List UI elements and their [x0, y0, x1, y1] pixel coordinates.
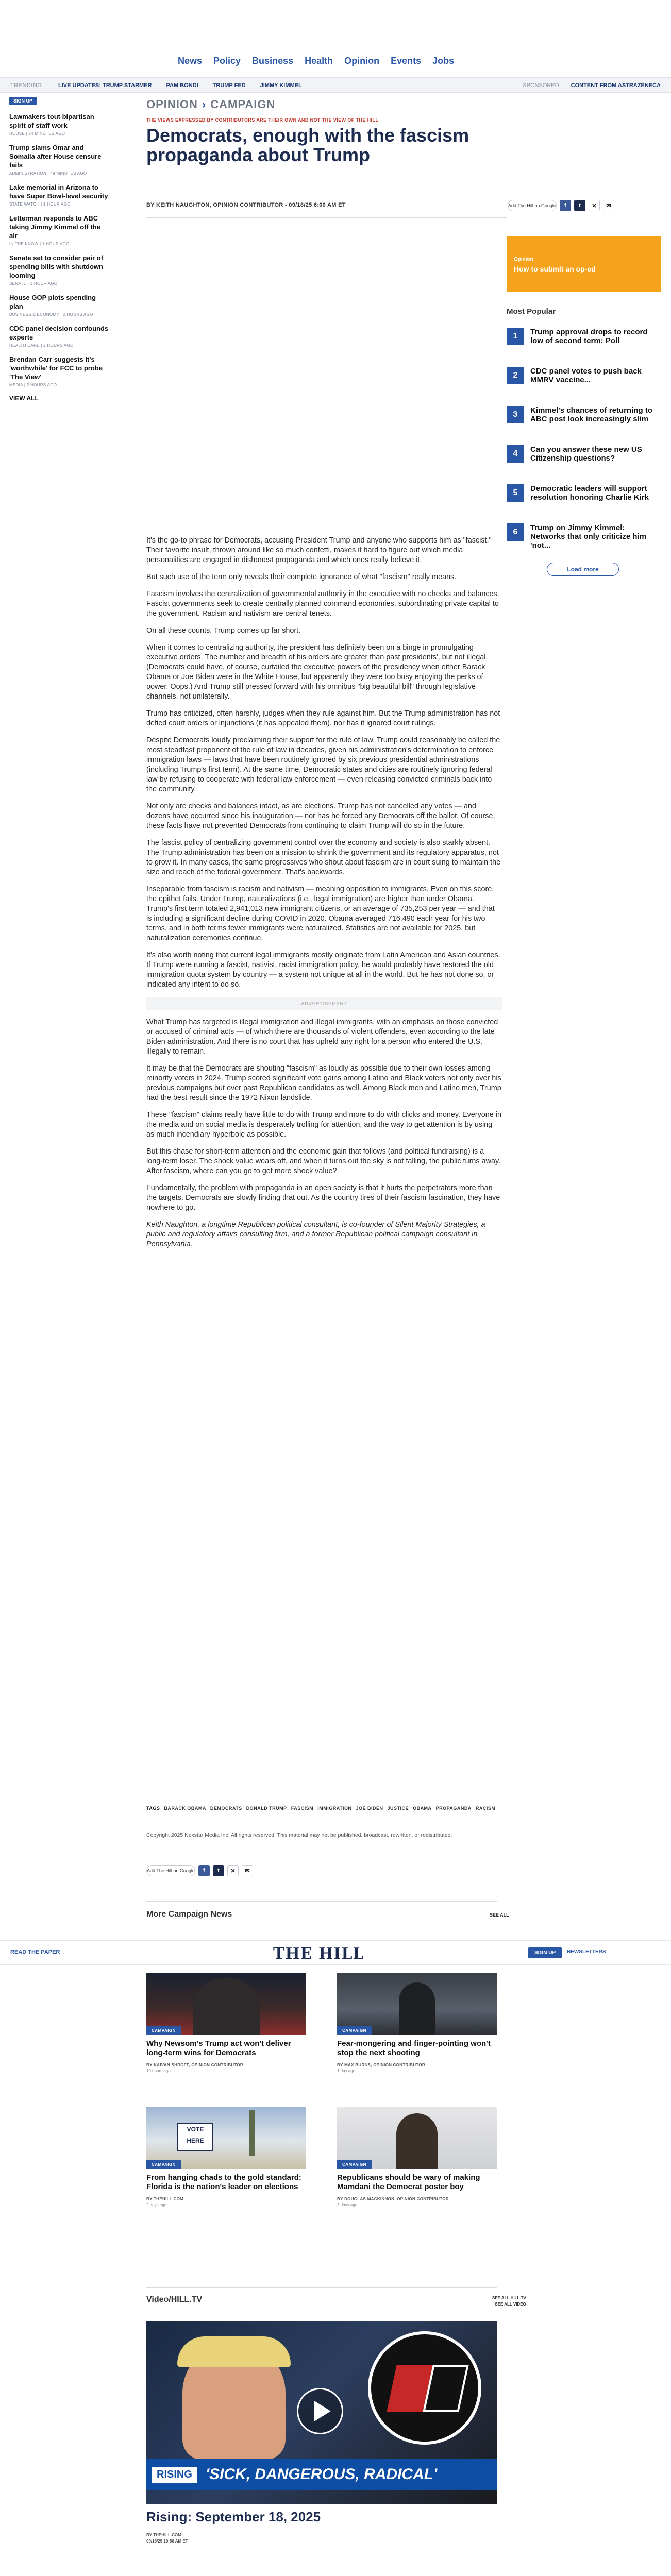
card-byline: BY DOUGLAS MACKINNON, OPINION CONTRIBUTOR	[337, 2197, 449, 2201]
card-image[interactable]	[146, 2107, 306, 2169]
opinion-submit-ad[interactable]	[507, 236, 661, 292]
copyright-notice: Copyright 2025 Nexstar Media Inc. All rights reserved. This material may not be published, broadcast, rewritten, or redistributed.	[146, 1832, 452, 1838]
tags-label: TAGS	[146, 1806, 160, 1811]
tag-link[interactable]: DONALD TRUMP	[246, 1806, 287, 1811]
list-item-title[interactable]: Letterman responds to ABC taking Jimmy Kimmel off the air	[9, 214, 100, 240]
google-follow-button[interactable]: Add The Hill on Google	[146, 1865, 195, 1876]
video-author: BY THEHILL.COM	[146, 2533, 181, 2537]
tag-link[interactable]: DEMOCRATS	[210, 1806, 242, 1811]
video-banner	[146, 2459, 497, 2490]
article-body	[146, 536, 502, 1257]
tag-link[interactable]: JOE BIDEN	[356, 1806, 383, 1811]
list-item-title[interactable]: Brendan Carr suggests it's 'worthwhile' for FCC to probe 'The View'	[9, 355, 103, 381]
news-card[interactable]	[337, 2107, 497, 2207]
paragraph: It's the go-to phrase for Democrats, accusing President Trump and anyone who supports him as "fascist." Their favorite insult, thrown around like so much confetti, makes it hard to figure out which media personalities are engaged in dishonest propaganda and which ones really believe it.	[146, 536, 492, 564]
email-icon[interactable]: ✉	[242, 1865, 253, 1876]
tag-link[interactable]: BARACK OBAMA	[164, 1806, 206, 1811]
paragraph: It may be that the Democrats are shouting "fascism" as loudly as possible due to their own losses among minority voters in 2024. Trump scored significant vote gains among Latino and Black voters not only over his previous campaigns but over past Republican candidates as well. Among Black men and Latino men, Trump had the best result since the 1972 Nixon landslide.	[146, 1064, 501, 1102]
read-paper-link[interactable]: READ THE PAPER	[10, 1949, 60, 1955]
nav-opinion[interactable]: Opinion	[344, 56, 380, 66]
rank-badge: 4	[507, 445, 524, 463]
load-more-button[interactable]: Load more	[547, 563, 619, 576]
facebook-icon[interactable]: f	[198, 1865, 210, 1876]
trending-item[interactable]: TRUMP FED	[212, 82, 246, 89]
list-item-title[interactable]: House GOP plots spending plan	[9, 294, 96, 310]
list-item-meta: IN THE KNOW | 1 HOUR AGO	[9, 242, 70, 246]
main-video-player[interactable]	[146, 2321, 497, 2504]
email-icon[interactable]: ✉	[603, 200, 614, 211]
trending-item[interactable]: PAM BONDI	[166, 82, 198, 89]
banner-quote: 'SICK, DANGEROUS, RADICAL'	[205, 2466, 438, 2483]
tags-row	[146, 1806, 495, 1811]
card-date: 2 days ago	[146, 2202, 167, 2207]
list-item[interactable]	[507, 523, 661, 553]
sponsored-label: SPONSORED:	[523, 82, 561, 89]
rank-badge: 1	[507, 328, 524, 345]
trending-item[interactable]: JIMMY KIMMEL	[260, 82, 302, 89]
share-buttons	[508, 200, 614, 211]
section-title: More Campaign News	[146, 1910, 232, 1919]
tag-link[interactable]: PROPAGANDA	[435, 1806, 472, 1811]
x-icon[interactable]: ✕	[227, 1865, 239, 1876]
list-item-title[interactable]: Can you answer these new US Citizenship questions?	[530, 445, 642, 463]
paragraph: When it comes to centralizing authority, the president has definitely been on a binge in promulgating executive orders. The number and breadth of his orders are greater than past presidents', but not illegal. (Democrats could have, of course, curtailed the executive powers of the presidency when either Barack Obama or Joe Biden were in the White House, but apparently they were too busy enjoying the perks of power. Oops.) And Trump still pressed forward with his omnibus "big beautiful bill" through legislative channels, not unilaterally.	[146, 643, 488, 701]
list-item-meta: ADMINISTRATION | 48 MINUTES AGO	[9, 171, 87, 176]
list-item-title[interactable]: Trump slams Omar and Somalia after House censure fails	[9, 144, 102, 169]
rank-badge: 5	[507, 484, 524, 502]
rank-badge: 2	[507, 367, 524, 384]
paragraph: These "fascism" claims really have little to do with Trump and more to do with clicks and money. Everyone in the media and on social media is desperately trolling for attention, and the way to get attention is by using as much incendiary hyperbole as possible.	[146, 1111, 501, 1139]
card-image[interactable]	[337, 2107, 497, 2169]
list-item-title[interactable]: Lake memorial in Arizona to have Super Bowl-level security	[9, 183, 108, 200]
list-item[interactable]	[507, 484, 661, 514]
list-item[interactable]	[507, 445, 661, 475]
newsletters-link[interactable]: NEWSLETTERS	[567, 1949, 606, 1955]
list-item-meta: STATE WATCH | 1 HOUR AGO	[9, 202, 71, 207]
list-item-meta: HEALTH CARE | 2 HOURS AGO	[9, 343, 74, 348]
list-item[interactable]	[507, 406, 661, 436]
list-item[interactable]	[9, 183, 110, 207]
paragraph: Inseparable from fascism is racism and nativism — meaning opposition to immigrants. Even on this score, the epithet fails. Under Trump, naturalizations (i.e., legal immigration) are higher than under Obama. Trump's first term totaled 2,941,013 new immigrant citizens, or an average of 735,253 per year — and that is including a significant decline during COVID in 2020. Obama averaged 716,490 each year for his two terms, and in both terms fewer immigrants were naturalized. Statistics are not available for 2025, but naturalization ceremonies continue.	[146, 885, 495, 942]
video-byline	[146, 2532, 188, 2545]
tag-link[interactable]: JUSTICE	[387, 1806, 409, 1811]
nav-jobs[interactable]: Jobs	[432, 56, 455, 66]
nav-policy[interactable]: Policy	[213, 56, 241, 66]
paragraph: But this chase for short-term attention and the economic gain that follows (and political fundraising) is a long-term loser. The shock value wears off, and when it turns out the sky is not falling, the public turns away. After fascism, where can you go to get more shock value?	[146, 1147, 501, 1175]
see-all-link[interactable]: SEE ALL	[490, 1912, 509, 1918]
list-item-meta: BUSINESS & ECONOMY | 2 HOURS AGO	[9, 312, 93, 317]
list-item[interactable]	[9, 253, 110, 286]
play-icon[interactable]	[297, 2388, 343, 2434]
card-date: 19 hours ago	[146, 2069, 171, 2073]
video-title[interactable]: Rising: September 18, 2025	[146, 2509, 321, 2524]
antifa-flag-icon	[368, 2331, 481, 2445]
card-date: 3 days ago	[337, 2202, 358, 2207]
share-buttons-bottom	[146, 1865, 253, 1876]
list-item-meta: SENATE | 1 HOUR AGO	[9, 281, 58, 286]
trending-label: TRENDING:	[10, 82, 44, 89]
category-badge: CAMPAIGN	[337, 2026, 372, 2035]
signup-button[interactable]: SIGN UP	[9, 97, 37, 105]
list-item[interactable]	[507, 367, 661, 397]
list-item-title[interactable]: Trump approval drops to record low of second term: Poll	[530, 328, 648, 345]
main-nav-links	[178, 56, 454, 66]
list-item-title[interactable]: Trump on Jimmy Kimmel: Networks that only criticize him 'not...	[530, 523, 647, 550]
byline: BY KEITH NAUGHTON, OPINION CONTRIBUTOR - 09/18/25 6:00 AM ET	[146, 202, 346, 208]
news-card[interactable]	[337, 1973, 497, 2073]
card-byline: BY MAX BURNS, OPINION CONTRIBUTOR	[337, 2063, 425, 2067]
most-popular-heading: Most Popular	[507, 307, 556, 316]
list-item[interactable]	[9, 355, 110, 387]
trending-item[interactable]: LIVE UPDATES: TRUMP STARMER	[58, 82, 152, 89]
card-image[interactable]	[146, 1973, 306, 2035]
list-item-meta: HOUSE | 24 MINUTES AGO	[9, 131, 65, 136]
section-title: Video/HILL.TV	[146, 2295, 203, 2304]
top-navigation	[0, 0, 671, 77]
ad-subtitle[interactable]: How to submit an op-ed	[514, 265, 596, 273]
card-date: 1 day ago	[337, 2069, 356, 2073]
list-item-meta: MEDIA | 2 HOURS AGO	[9, 383, 57, 387]
list-item-title[interactable]: Democratic leaders will support resolution honoring Charlie Kirk	[530, 484, 649, 502]
breadcrumb-opinion[interactable]: OPINION	[146, 98, 198, 111]
paragraph: Not only are checks and balances intact, as are elections. Trump has not cancelled any votes — and dozens have occurred since his inauguration — nor has he forced any Democrats off the ballot. Of course, these facts have not prevented Democrats from continuing to claim Trump will do so in the future.	[146, 802, 495, 830]
nav-health[interactable]: Health	[305, 56, 333, 66]
breadcrumb	[146, 98, 275, 111]
tag-link[interactable]: RACISM	[475, 1806, 496, 1811]
author-bio: Keith Naughton, a longtime Republican political consultant, is co-founder of Silent Majority Strategies, a public and regulatory affairs consulting firm, and a former Republican political campaign consultant in Pennsylvania.	[146, 1221, 485, 1248]
paragraph: Fundamentally, the problem with propaganda in an open society is that it hurts the perpetrators more than the targets. Democrats are slowly finding that out. As the country tires of their fascism fascination, they have nowhere to go.	[146, 1184, 500, 1212]
rank-badge: 3	[507, 406, 524, 423]
paragraph: Fascism involves the centralization of governmental authority in the executive with no checks and balances. Fascist governments seek to create centrally planned command economies, subordinating private capital to the government. Racism and nativism are central tenets.	[146, 590, 499, 618]
divider	[146, 217, 507, 218]
nav-news[interactable]: News	[178, 56, 203, 66]
paragraph: But such use of the term only reveals their complete ignorance of what "fascism" really means.	[146, 573, 457, 581]
news-card[interactable]	[146, 2107, 306, 2207]
card-title[interactable]: Republicans should be wary of making Mamdani the Democrat poster boy	[337, 2173, 480, 2191]
inline-advertisement: ADVERTISEMENT	[146, 997, 502, 1010]
breadcrumb-campaign[interactable]: CAMPAIGN	[210, 98, 276, 111]
list-item[interactable]	[9, 324, 110, 348]
tag-link[interactable]: IMMIGRATION	[317, 1806, 352, 1811]
sponsored-link[interactable]: CONTENT FROM ASTRAZENECA	[571, 82, 661, 89]
banner-rising-label: RISING	[152, 2467, 197, 2483]
list-item-title[interactable]: Lawmakers tout bipartisan spirit of staff work	[9, 113, 94, 129]
video-see-all	[492, 2295, 526, 2308]
tag-link[interactable]: FASCISM	[291, 1806, 314, 1811]
list-item[interactable]	[9, 214, 110, 246]
list-item-title[interactable]: CDC panel decision confounds experts	[9, 325, 109, 341]
paragraph: The fascist policy of centralizing government control over the economy and society is also starkly absent. The Trump administration has been on a mission to shrink the government and its regulatory apparatus, not to grow it. In many cases, the same progressives who shout about fascism are in court suing to maintain the size and reach of the federal government. That's backwards.	[146, 839, 501, 876]
tag-link[interactable]: OBAMA	[413, 1806, 432, 1811]
divider	[146, 2287, 497, 2288]
list-item[interactable]	[9, 293, 110, 317]
page-title: Democrats, enough with the fascism propaganda about Trump	[146, 125, 469, 165]
facebook-icon[interactable]: f	[560, 200, 571, 211]
category-badge: CAMPAIGN	[337, 2160, 372, 2169]
the-hill-logo[interactable]: THE HILL	[273, 1945, 364, 1963]
the-hill-bar	[0, 1940, 671, 1965]
most-popular-list	[507, 328, 661, 576]
latest-news-sidebar	[9, 96, 110, 402]
see-all-video-link[interactable]: SEE ALL VIDEO	[495, 2302, 526, 2307]
ad-title: Opinion	[514, 257, 533, 262]
twitter-icon[interactable]: t	[213, 1865, 224, 1876]
trending-bar	[0, 77, 671, 93]
paragraph: It's also worth noting that current legal immigrants mostly originate from Latin American and Asian countries. If Trump were running a fascist, nativist, racist immigration policy, he would probably have restored the old immigration quota system by country — a system not unique at all in the world. But he has not done so, or indicated any intent to do so.	[146, 951, 500, 989]
divider	[146, 1901, 497, 1902]
nav-events[interactable]: Events	[391, 56, 422, 66]
signup-button[interactable]: SIGN UP	[528, 1947, 562, 1958]
list-item[interactable]	[9, 112, 110, 136]
list-item-title[interactable]: Senate set to consider pair of spending bills with shutdown looming	[9, 254, 104, 279]
card-title[interactable]: Why Newsom's Trump act won't deliver long-term wins for Democrats	[146, 2039, 291, 2057]
paragraph: What Trump has targeted is illegal immigration and illegal immigrants, with an emphasis on those convicted or accused of criminal acts — of which there are thousands of violent offenders, even according to the late Biden administration. And there is no court that has upheld any right for a person who entered the U.S. illegally to remain.	[146, 1018, 498, 1056]
twitter-icon[interactable]: t	[574, 200, 585, 211]
see-all-hilltv-link[interactable]: SEE ALL HILL.TV	[492, 2296, 526, 2300]
paragraph: Despite Democrats loudly proclaiming their support for the rule of law, Trump could reasonably be called the most steadfast proponent of the rule of law in decades, given his administration's determination to enforce immigration laws — laws that have been routinely ignored by six previous presidential administrations (including Trump's first term). At the same time, Democratic states and cities are routinely ignoring federal law by refusing to cooperate with federal law enforcement — even releasing convicted criminals back into the community.	[146, 736, 500, 793]
opinion-disclaimer: THE VIEWS EXPRESSED BY CONTRIBUTORS ARE THEIR OWN AND NOT THE VIEW OF THE HILL	[146, 117, 379, 123]
card-title[interactable]: From hanging chads to the gold standard: Florida is the nation's leader on elections	[146, 2173, 301, 2191]
list-item-title[interactable]: Kimmel's chances of returning to ABC post look increasingly slim	[530, 406, 652, 423]
nav-business[interactable]: Business	[252, 56, 294, 66]
video-date: 09/18/25 10:56 AM ET	[146, 2539, 188, 2544]
vote-sign-icon: VOTE HERE	[177, 2123, 213, 2151]
list-item[interactable]	[9, 143, 110, 176]
category-badge: CAMPAIGN	[146, 2026, 181, 2035]
news-card[interactable]	[146, 1973, 306, 2073]
paragraph: On all these counts, Trump comes up far short.	[146, 626, 301, 635]
card-image[interactable]	[337, 1973, 497, 2035]
view-all-link[interactable]: VIEW ALL	[9, 395, 39, 402]
card-byline: BY KAIVAN SHROFF, OPINION CONTRIBUTOR	[146, 2063, 243, 2067]
card-title[interactable]: Fear-mongering and finger-pointing won't stop the next shooting	[337, 2039, 491, 2057]
card-byline: BY THEHILL.COM	[146, 2197, 184, 2201]
list-item[interactable]	[507, 328, 661, 358]
x-icon[interactable]: ✕	[589, 200, 600, 211]
rank-badge: 6	[507, 523, 524, 541]
breadcrumb-separator-icon: ›	[202, 98, 207, 111]
google-follow-button[interactable]: Add The Hill on Google	[508, 200, 557, 211]
category-badge: CAMPAIGN	[146, 2160, 181, 2169]
paragraph: Trump has criticized, often harshly, judges when they rule against him. But the Trump administration has not defied court orders or injunctions (it has appealed them), nor has it ignored court rulings.	[146, 709, 500, 727]
list-item-title[interactable]: CDC panel votes to push back MMRV vaccine...	[530, 367, 642, 384]
